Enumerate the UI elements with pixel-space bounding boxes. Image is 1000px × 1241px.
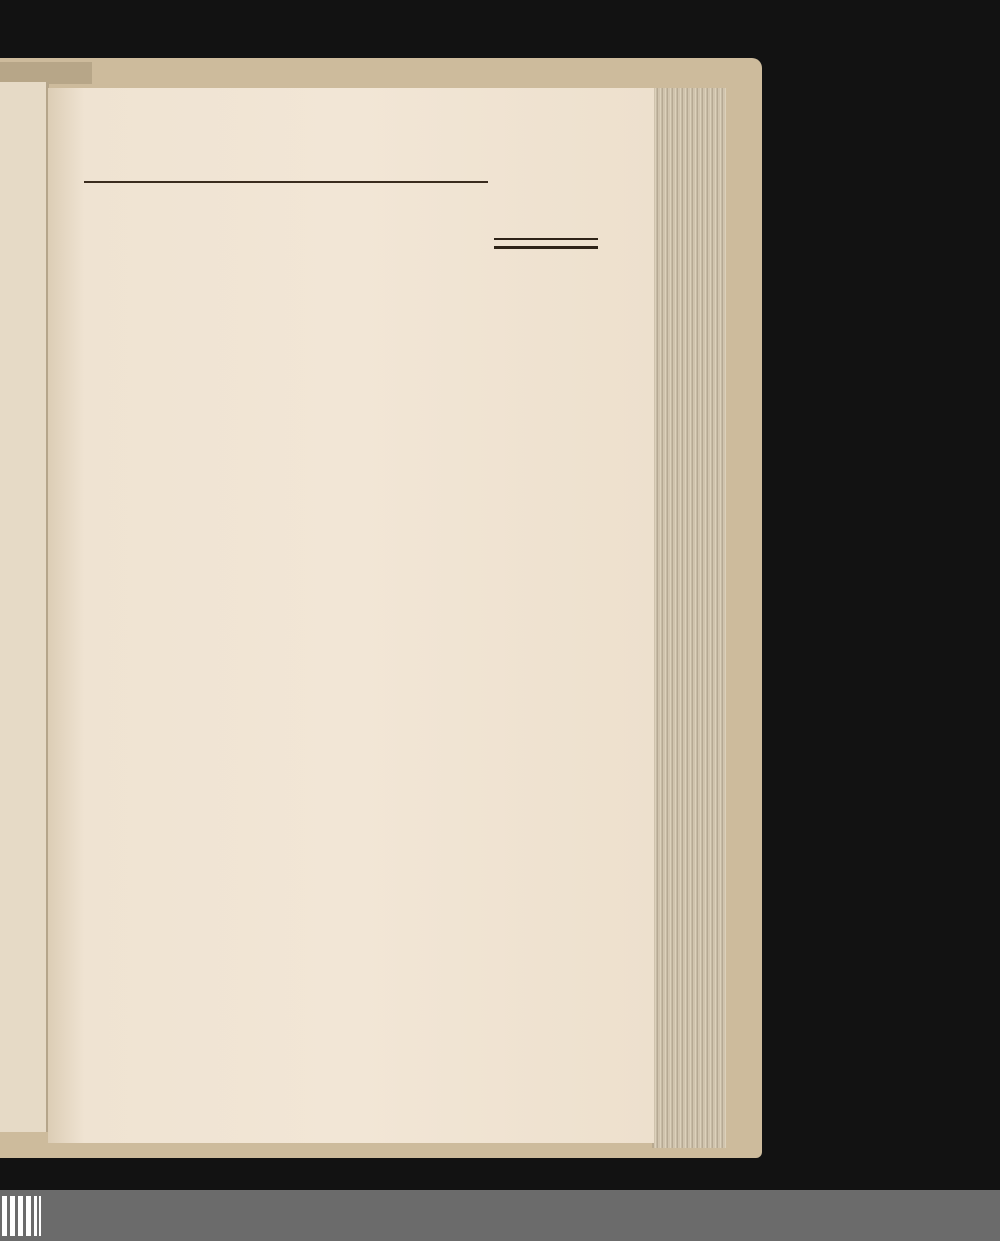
page-edges: [652, 88, 726, 1148]
footer-bar: [0, 1190, 1000, 1241]
left-page-fragment: [0, 82, 49, 1132]
left-page-top-edge: [0, 62, 92, 84]
margin-rule-top: [494, 238, 598, 240]
margin-rule-bottom: [494, 246, 598, 249]
library-logo-icon: [2, 1196, 44, 1236]
header-rule: [84, 181, 488, 183]
